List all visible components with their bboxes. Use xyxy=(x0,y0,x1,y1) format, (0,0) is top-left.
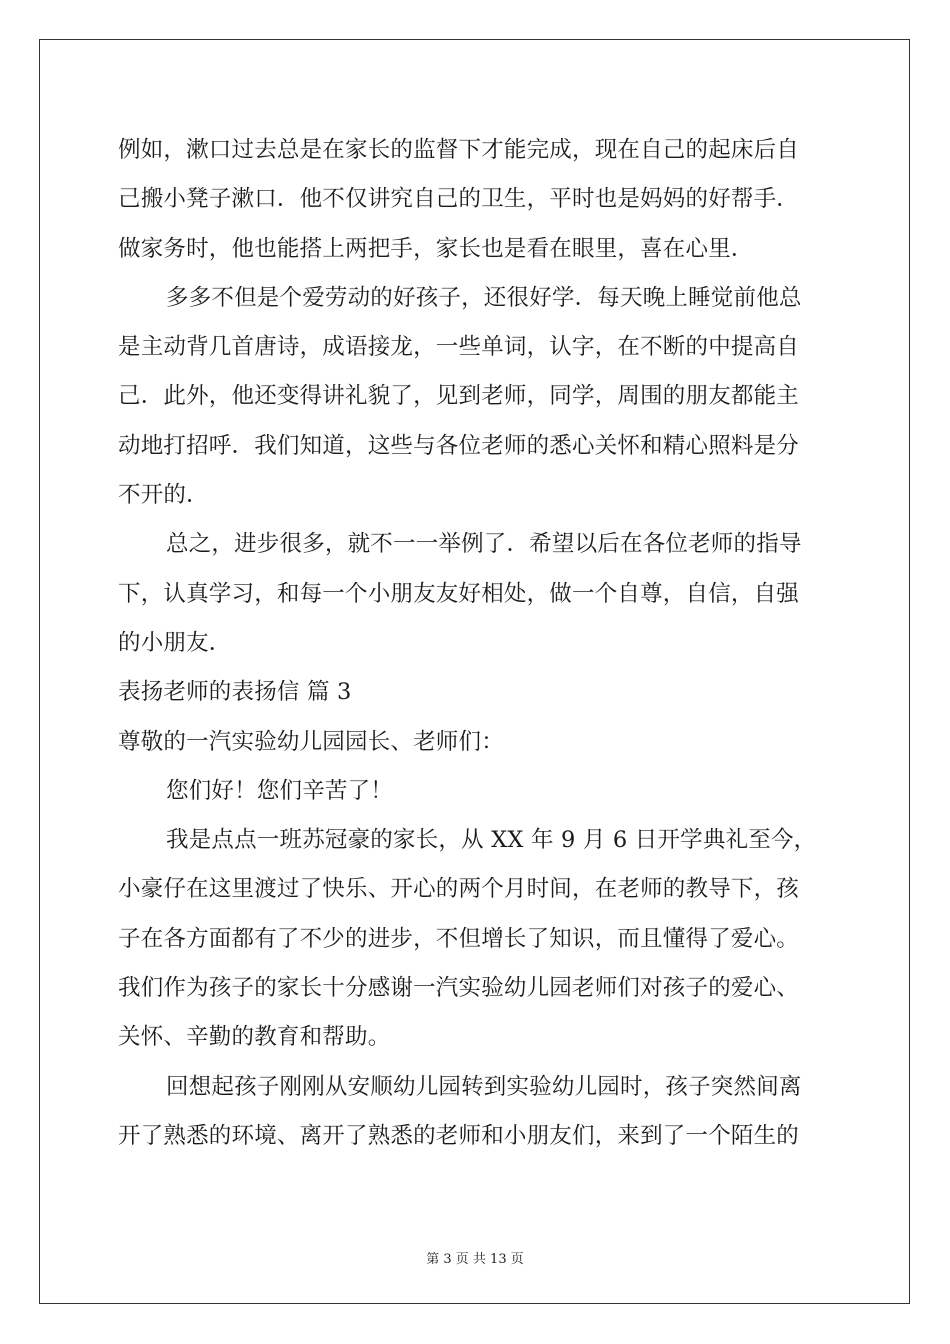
text-line: 小豪仔在这里渡过了快乐、开心的两个月时间，在老师的教导下，孩 xyxy=(118,876,800,903)
text-line: 我们作为孩子的家长十分感谢一汽实验幼儿园老师们对孩子的爱心、 xyxy=(118,975,800,1002)
greeting-line: 您们好！您们辛苦了！ xyxy=(166,777,394,804)
text-line: 做家务时，他也能搭上两把手，家长也是看在眼里，喜在心里． xyxy=(118,235,754,262)
text-line: 己搬小凳子漱口．他不仅讲究自己的卫生，平时也是妈妈的好帮手． xyxy=(118,186,800,213)
paragraph-first-line: 多多不但是个爱劳动的好孩子，还很好学．每天晚上睡觉前他总 xyxy=(166,284,802,311)
document-body xyxy=(118,126,838,1161)
salutation: 尊敬的一汽实验幼儿园园长、老师们： xyxy=(118,728,504,755)
text-line: 不开的． xyxy=(118,482,209,509)
paragraph-first-line: 回想起孩子刚刚从安顺幼儿园转到实验幼儿园时，孩子突然间离 xyxy=(166,1073,802,1100)
text-line: 例如，漱口过去总是在家长的监督下才能完成，现在自己的起床后自 xyxy=(118,137,800,163)
section-heading: 表扬老师的表扬信 篇 3 xyxy=(118,679,352,706)
text-line: 的小朋友． xyxy=(118,629,232,656)
text-line: 子在各方面都有了不少的进步，不但增长了知识，而且懂得了爱心。 xyxy=(118,925,800,952)
paragraph-first-line: 我是点点一班苏冠豪的家长，从 XX 年 9 月 6 日开学典礼至今， xyxy=(166,827,817,854)
text-line: 动地打招呼．我们知道，这些与各位老师的悉心关怀和精心照料是分 xyxy=(118,432,800,459)
text-line: 关怀、辛勤的教育和帮助。 xyxy=(118,1024,391,1051)
text-line: 开了熟悉的环境、离开了熟悉的老师和小朋友们，来到了一个陌生的 xyxy=(118,1122,800,1149)
page-number-footer: 第 3 页 共 13 页 xyxy=(426,1252,524,1267)
text-line: 己．此外，他还变得讲礼貌了，见到老师，同学，周围的朋友都能主 xyxy=(118,383,800,410)
paragraph-first-line: 总之，进步很多，就不一一举例了．希望以后在各位老师的指导 xyxy=(166,531,802,558)
text-line: 是主动背几首唐诗，成语接龙，一些单词，认字，在不断的中提高自 xyxy=(118,334,800,361)
text-line: 下，认真学习，和每一个小朋友友好相处，做一个自尊，自信，自强 xyxy=(118,580,800,607)
